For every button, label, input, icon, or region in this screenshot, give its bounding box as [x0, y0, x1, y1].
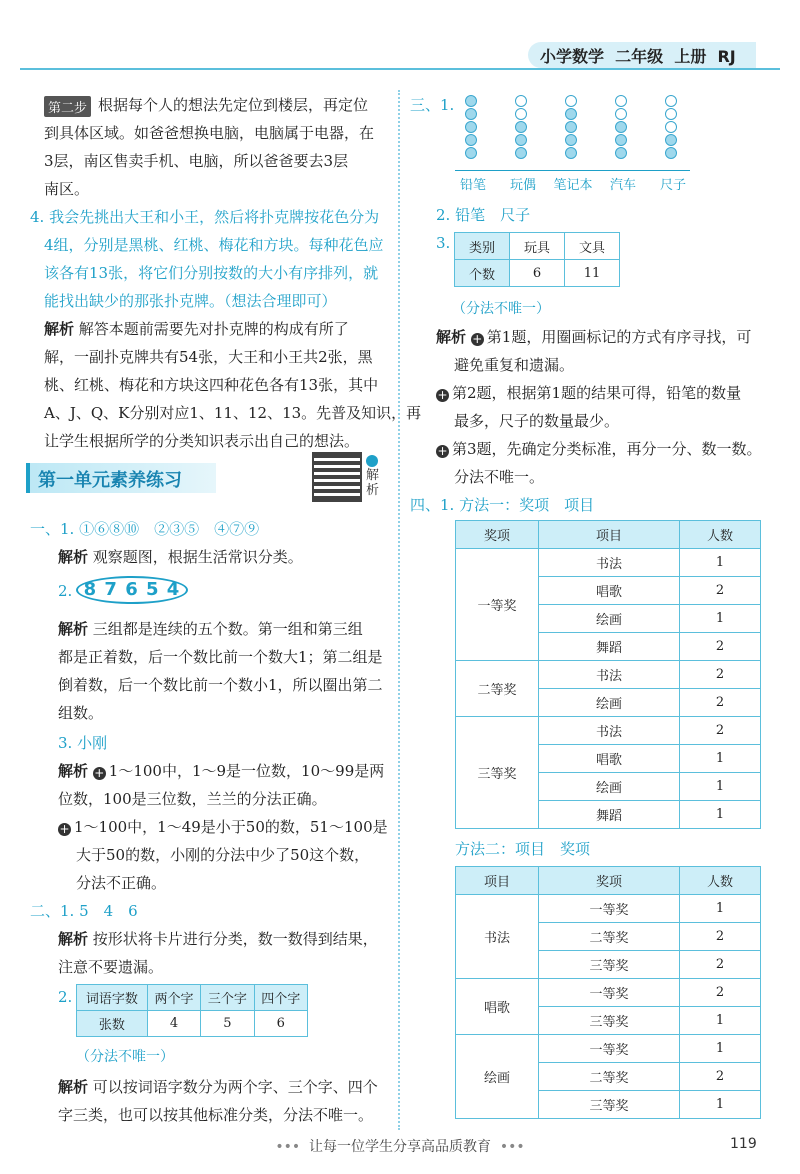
bead-column: [563, 94, 579, 160]
table-cell: 1: [680, 745, 761, 773]
s2-table-header: 四个字: [254, 985, 307, 1011]
bead: [465, 134, 477, 146]
q4-analysis-1: [44, 318, 349, 340]
s3-q3-label: 3.: [436, 234, 451, 252]
bead: [615, 121, 627, 133]
header-subject: 小学数学: [540, 47, 605, 66]
award-table-2: [455, 866, 761, 1119]
plus-icon: +: [59, 822, 70, 836]
s3-table-header: 玩具: [510, 233, 565, 260]
s1-q3-analysis-2: 位数，100是三位数，兰兰的分法正确。: [58, 790, 327, 808]
s2-q1: 二、1. 5 4 6: [30, 902, 138, 920]
table-group-cell: 唱歌: [456, 979, 539, 1035]
s3-table-cell: 6: [510, 260, 565, 287]
bead-chart-baseline: [455, 170, 690, 171]
bead-chart: [455, 94, 690, 194]
s4-method2: 方法二：项目 奖项: [455, 840, 591, 858]
s3-note: （分法不唯一）: [452, 301, 550, 317]
s1-q2-analysis-4: 组数。: [58, 704, 104, 722]
s2-table-cell: 6: [254, 1011, 307, 1037]
s3-q2: 2. 铅笔 尺子: [436, 206, 531, 224]
header-grade: 二年级: [615, 47, 664, 66]
table-cell: 舞蹈: [539, 633, 680, 661]
table-header: 项目: [456, 867, 539, 895]
table-cell: 1: [680, 605, 761, 633]
bead: [665, 134, 677, 146]
s1-q2-analysis-2: 都是正着数，后一个数比前一个数大1；第二组是: [58, 648, 383, 666]
s2-analysis-2: 字三类，也可以按其他标准分类，分法不唯一。: [58, 1106, 374, 1124]
table-header: 项目: [539, 521, 680, 549]
table-cell: 1: [680, 1035, 761, 1063]
plus-icon: +: [94, 766, 105, 780]
analysis-label: 解析: [58, 762, 89, 780]
s3-table-cell: 个数: [455, 260, 510, 287]
table-cell: 2: [680, 633, 761, 661]
table-cell: 书法: [539, 717, 680, 745]
s2-table-header: 词语字数: [77, 985, 148, 1011]
table-cell: 绘画: [539, 605, 680, 633]
bead: [515, 121, 527, 133]
table-cell: 一等奖: [539, 1035, 680, 1063]
s3-analysis-1: [436, 326, 751, 348]
bead: [615, 147, 627, 159]
s3-analysis-4: 最多，尺子的数量最少。: [454, 412, 620, 430]
s1-q1: 一、1. ①⑥⑧⑩ ②③⑤ ④⑦⑨: [30, 520, 260, 538]
bead: [565, 121, 577, 133]
qr-label: 解析: [366, 468, 380, 498]
table-cell: 1: [680, 773, 761, 801]
table-cell: 2: [680, 577, 761, 605]
table-cell: 三等奖: [539, 1091, 680, 1119]
s1-q3: 3. 小刚: [58, 734, 108, 752]
table-cell: 1: [680, 549, 761, 577]
bead-column: [613, 94, 629, 160]
s2-table-cell: 4: [147, 1011, 200, 1037]
step-line-4: 南区。: [44, 180, 90, 198]
table-header: 人数: [680, 521, 761, 549]
plus-icon: +: [472, 332, 483, 346]
bead-category-label: 笔记本: [553, 178, 593, 193]
bead-category-label: 铅笔: [459, 178, 486, 193]
qr-play-icon[interactable]: [366, 455, 378, 467]
table-header: 奖项: [456, 521, 539, 549]
analysis-text: 三组都是连续的五个数。第一组和第三组: [92, 620, 363, 638]
bead-column: [663, 94, 679, 160]
s1-q3-analysis-4: 大于50的数，小刚的分法中少了50这个数，: [76, 846, 370, 864]
table-cell: 2: [680, 689, 761, 717]
s3-analysis-2: 避免重复和遗漏。: [454, 356, 575, 374]
circled-numbers: 8 7 6 5 4: [76, 576, 188, 604]
s3-q1-label: 三、1.: [410, 96, 455, 114]
step-line-3: 3层，南区售卖手机、电脑，所以爸爸要去3层: [44, 152, 349, 170]
table-cell: 1: [680, 1091, 761, 1119]
s2-q1-analysis-1: [58, 928, 378, 950]
q4-line-3: 该各有13张，将它们分别按数的大小有序排列，就: [44, 264, 379, 282]
award-table-1: [455, 520, 761, 829]
bead: [615, 108, 627, 120]
s3-table: [454, 232, 620, 287]
column-divider: [398, 90, 400, 1130]
bead: [565, 147, 577, 159]
analysis-label: 解析: [436, 328, 467, 346]
analysis-text: 第1题，用圈画标记的方式有序寻找，可: [486, 328, 752, 346]
q4-line-1: 4. 我会先挑出大王和小王，然后将扑克牌按花色分为: [30, 208, 380, 226]
table-group-cell: 二等奖: [456, 661, 539, 717]
analysis-label: 解析: [58, 548, 89, 566]
s3-analysis-5: [436, 438, 762, 460]
bead: [515, 95, 527, 107]
s2-table: [76, 984, 308, 1037]
table-cell: 一等奖: [539, 895, 680, 923]
table-group-cell: 绘画: [456, 1035, 539, 1119]
s2-q1-analysis-2: 注意不要遗漏。: [58, 958, 164, 976]
step-line-1: 根据每个人的想法先定位到楼层，再定位: [98, 96, 369, 114]
bead: [665, 121, 677, 133]
table-cell: 舞蹈: [539, 801, 680, 829]
header-rule: [20, 68, 780, 70]
s2-note: （分法不唯一）: [76, 1049, 174, 1065]
s1-q3-analysis-3: [58, 816, 388, 838]
table-cell: 1: [680, 1007, 761, 1035]
q4-analysis-5: 让学生根据所学的分类知识表示出自己的想法。: [44, 432, 360, 450]
bead: [515, 134, 527, 146]
s3-table-cell: 11: [565, 260, 620, 287]
s1-q2-analysis-1: [58, 618, 363, 640]
table-cell: 2: [680, 951, 761, 979]
qr-code: [312, 452, 362, 502]
bead: [465, 95, 477, 107]
bead: [615, 95, 627, 107]
analysis-text: 1～100中，1～9是一位数，10～99是两: [108, 762, 385, 780]
bead: [465, 147, 477, 159]
header-volume: 上册: [674, 47, 707, 66]
table-cell: 1: [680, 895, 761, 923]
table-cell: 2: [680, 1063, 761, 1091]
bead: [665, 147, 677, 159]
analysis-text: 可以按词语字数分为两个字、三个字、四个: [92, 1078, 378, 1096]
plus-icon: +: [437, 444, 448, 458]
table-group-cell: 三等奖: [456, 717, 539, 829]
bead: [465, 121, 477, 133]
bead: [665, 108, 677, 120]
analysis-label: 解析: [44, 320, 75, 338]
table-cell: 二等奖: [539, 1063, 680, 1091]
analysis-label: 解析: [58, 930, 89, 948]
bead: [465, 108, 477, 120]
table-cell: 三等奖: [539, 951, 680, 979]
s3-table-header: 文具: [565, 233, 620, 260]
step-line-2: 到具体区域。如爸爸想换电脑，电脑属于电器，在: [44, 124, 375, 142]
bead: [515, 108, 527, 120]
table-cell: 绘画: [539, 689, 680, 717]
footer-slogan: [0, 1136, 800, 1156]
bead-category-label: 汽车: [609, 178, 636, 193]
s2-table-cell: 5: [201, 1011, 254, 1037]
header-edition: RJ: [717, 47, 736, 66]
bead: [615, 134, 627, 146]
analysis-text: 第3题，先确定分类标准，再分一分、数一数。: [452, 440, 762, 458]
table-cell: 三等奖: [539, 1007, 680, 1035]
header-text: [540, 44, 736, 67]
table-cell: 唱歌: [539, 745, 680, 773]
plus-icon: +: [437, 388, 448, 402]
table-cell: 书法: [539, 661, 680, 689]
bead-column: [463, 94, 479, 160]
s1-q2-analysis-3: 倒着数，后一个数比前一个数小1，所以圈出第二: [58, 676, 383, 694]
s1-q2-label: 2.: [58, 582, 73, 600]
table-cell: 唱歌: [539, 577, 680, 605]
table-cell: 一等奖: [539, 979, 680, 1007]
q4-analysis-2: 解，一副扑克牌共有54张，大王和小王共2张，黑: [44, 348, 373, 366]
table-cell: 2: [680, 717, 761, 745]
table-group-cell: 书法: [456, 895, 539, 979]
table-cell: 2: [680, 979, 761, 1007]
q4-analysis-4: A、J、Q、K分别对应1、11、12、13。先普及知识，再: [44, 404, 422, 422]
table-cell: 二等奖: [539, 923, 680, 951]
table-cell: 2: [680, 923, 761, 951]
table-cell: 书法: [539, 549, 680, 577]
table-cell: 绘画: [539, 773, 680, 801]
table-cell: 2: [680, 661, 761, 689]
bead-category-label: 玩偶: [509, 178, 536, 193]
s3-analysis-6: 分法不唯一。: [454, 468, 545, 486]
bead: [565, 134, 577, 146]
analysis-label: 解析: [58, 620, 89, 638]
bead: [515, 147, 527, 159]
table-header: 人数: [680, 867, 761, 895]
s1-q3-analysis-5: 分法不正确。: [76, 874, 167, 892]
footer-dots-left: •••: [275, 1139, 301, 1155]
s3-table-header: 类别: [455, 233, 510, 260]
s2-analysis-1: [58, 1076, 378, 1098]
page-number: 119: [730, 1136, 757, 1152]
s1-q1-analysis: [58, 546, 303, 568]
s2-table-header: 两个字: [147, 985, 200, 1011]
bead-column: [513, 94, 529, 160]
analysis-text: 1～100中，1～49是小于50的数，51～100是: [74, 818, 388, 836]
analysis-text: 解答本题前需要先对扑克牌的构成有所了: [78, 320, 349, 338]
s4-method1: 四、1. 方法一：奖项 项目: [410, 496, 595, 514]
bead: [665, 95, 677, 107]
s3-analysis-3: [436, 382, 741, 404]
table-cell: 1: [680, 801, 761, 829]
s2-table-cell: 张数: [77, 1011, 148, 1037]
analysis-text: 观察题图，根据生活常识分类。: [92, 548, 303, 566]
step-badge: 第二步: [44, 96, 91, 117]
footer-dots-right: •••: [499, 1139, 525, 1155]
analysis-label: 解析: [58, 1078, 89, 1096]
table-group-cell: 一等奖: [456, 549, 539, 661]
s2-table-header: 三个字: [201, 985, 254, 1011]
unit-title: 第一单元素养练习: [38, 470, 182, 491]
analysis-text: 第2题，根据第1题的结果可得，铅笔的数量: [452, 384, 742, 402]
footer-slogan-text: 让每一位学生分享高品质教育: [309, 1139, 491, 1155]
bead: [565, 95, 577, 107]
s1-q3-analysis-1: [58, 760, 384, 782]
bead: [565, 108, 577, 120]
q4-line-2: 4组，分别是黑桃、红桃、梅花和方块。每种花色应: [44, 236, 384, 254]
q4-analysis-3: 桃、红桃、梅花和方块这四种花色各有13张，其中: [44, 376, 379, 394]
q4-line-4: 能找出缺少的那张扑克牌。（想法合理即可）: [44, 292, 337, 310]
s2-q2-label: 2.: [58, 988, 73, 1006]
table-header: 奖项: [539, 867, 680, 895]
bead-category-label: 尺子: [659, 178, 686, 193]
analysis-text: 按形状将卡片进行分类，数一数得到结果，: [92, 930, 378, 948]
